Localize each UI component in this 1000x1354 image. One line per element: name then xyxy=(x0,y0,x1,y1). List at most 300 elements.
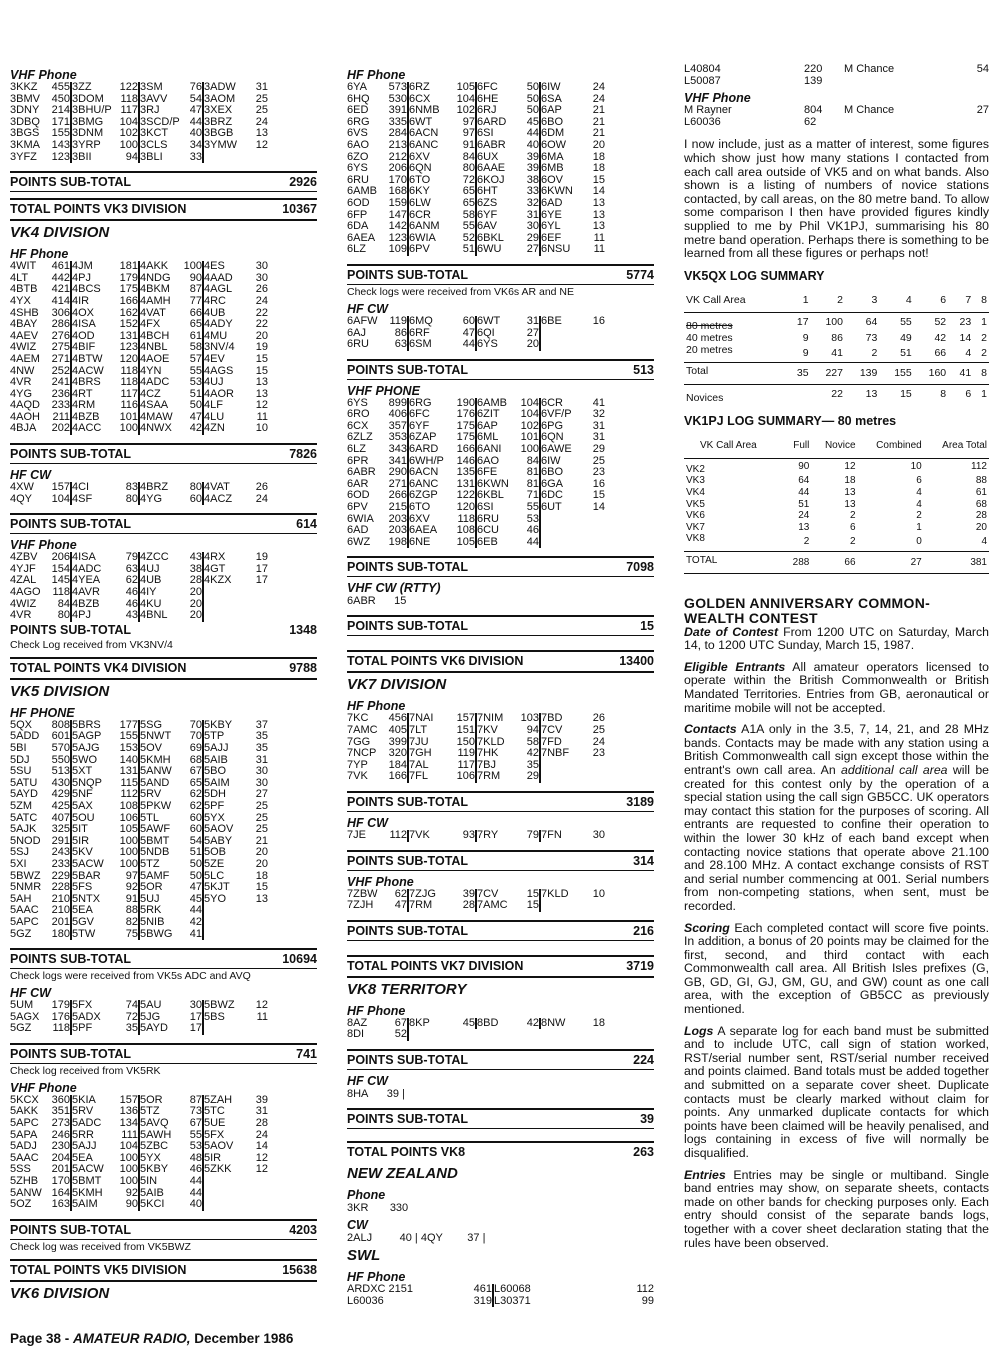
points-cell: 26 xyxy=(255,481,268,494)
callsign-cell xyxy=(540,537,581,549)
callsign-cell: 7FN xyxy=(541,828,562,841)
table-row xyxy=(347,94,605,106)
points-cell: 429 xyxy=(44,789,71,801)
points-cell: 21 xyxy=(255,834,268,847)
points-cell: 136 xyxy=(112,1106,139,1118)
callsign-cell: 6YF xyxy=(409,419,430,432)
callsign-cell: 5ABY xyxy=(204,834,233,847)
callsign-cell: 6YS xyxy=(477,338,498,351)
points-cell: 246 xyxy=(44,1130,71,1142)
points-cell: 94 xyxy=(517,725,540,737)
points-cell: 212 xyxy=(381,152,408,164)
callsign-cell: 3BMV xyxy=(10,92,40,105)
callsign-cell: 5YX xyxy=(204,811,225,824)
callsign-cell: 4KZX xyxy=(204,574,232,587)
callsign-cell xyxy=(476,1029,517,1041)
division-heading: VK4 DIVISION xyxy=(10,224,110,242)
points-cell: 72 xyxy=(112,1012,139,1024)
callsign-cell: 7BJ xyxy=(477,758,496,771)
points-cell: 146 xyxy=(449,456,476,468)
points-cell: 32 xyxy=(517,198,540,210)
callsign-cell: 6ED xyxy=(347,104,369,117)
callsign-entry: 6ABR 15 xyxy=(347,595,407,608)
callsign-cell: 4OD xyxy=(72,329,95,342)
points-cell: 27 xyxy=(255,788,268,801)
callsign-cell: 6ML xyxy=(477,431,499,444)
callsign-cell: 6RZ xyxy=(409,81,430,93)
callsign-entry: 8HA 39 | xyxy=(347,1087,405,1100)
points-cell: 40 xyxy=(517,140,540,152)
callsign-cell: 5BAR xyxy=(72,869,101,882)
points-cell: 12 xyxy=(255,999,268,1012)
callsign-cell: 6OD xyxy=(347,489,370,502)
callsign-cell: 6AP xyxy=(541,104,562,117)
table-row xyxy=(10,342,268,354)
points-cell: 20 xyxy=(592,138,605,151)
points-cell: 455 xyxy=(44,82,71,94)
callsign-cell: 6RJ xyxy=(477,104,497,117)
callsign-cell: 4YG xyxy=(10,387,33,400)
points-cell: 573 xyxy=(381,82,408,94)
callsign-cell: 6PV xyxy=(347,501,368,514)
points-cell: 175 xyxy=(449,432,476,444)
table-row xyxy=(10,755,268,767)
callsign-cell: 6FE xyxy=(477,466,498,479)
points-cell: 105 xyxy=(112,824,139,836)
points-cell: 15 xyxy=(255,352,268,365)
points-cell: 39 xyxy=(517,152,540,164)
callsign-table xyxy=(10,552,268,622)
points-cell: 266 xyxy=(381,490,408,502)
points-cell: 35 xyxy=(255,730,268,743)
callsign-cell: 3ADW xyxy=(204,81,236,93)
table-row xyxy=(347,163,605,175)
callsign-cell: 6PG xyxy=(541,419,564,432)
callsign-cell: 5NF xyxy=(72,788,93,801)
callsign-cell: 7VK xyxy=(347,770,368,783)
callsign-cell: 5BWZ xyxy=(10,869,41,882)
callsign-cell: 5KCI xyxy=(140,1198,165,1211)
callsign-cell: 4AOH xyxy=(10,410,40,423)
callsign-cell: 4LF xyxy=(204,399,223,412)
points-cell: 27 xyxy=(517,244,540,256)
table-row xyxy=(347,1029,605,1041)
callsign-cell: 5OR xyxy=(140,881,163,894)
points-cell: 39 xyxy=(255,1093,268,1106)
table-row xyxy=(10,801,268,813)
callsign-cell: 6AFW xyxy=(347,314,378,327)
division-heading: NEW ZEALAND xyxy=(347,1164,458,1182)
points-cell: 31 xyxy=(255,81,268,93)
callsign-cell: 5PF xyxy=(72,1022,93,1035)
callsign-cell: 4ZBV xyxy=(10,551,38,564)
points-cell: 335 xyxy=(381,117,408,129)
callsign-cell: 5RR xyxy=(72,1128,95,1141)
table-row: VK2 90 12 10 112 xyxy=(686,461,987,475)
points-cell: 20 xyxy=(180,610,203,622)
callsign-cell: 3YMW xyxy=(204,138,237,151)
callsign-cell: 5ZM xyxy=(10,799,32,812)
table-row xyxy=(347,128,605,140)
callsign-cell: 4ADC xyxy=(72,562,102,575)
points-cell: 44 xyxy=(449,339,476,351)
table-row xyxy=(10,1164,268,1176)
points-cell: 31 xyxy=(517,316,540,328)
callsign-cell xyxy=(203,905,244,917)
callsign-cell: 3BII xyxy=(72,150,92,163)
points-cell: 72 xyxy=(449,175,476,187)
callsign-cell: 5TZ xyxy=(140,857,160,870)
points-cell: 111 xyxy=(112,1130,139,1142)
points-cell: 230 xyxy=(44,1141,71,1153)
points-cell: 50 xyxy=(180,400,203,412)
table-row: ARDXC 2151 461 L60068 112 xyxy=(347,1282,654,1295)
callsign-cell xyxy=(203,917,244,929)
section-label: HF Phone xyxy=(347,1003,406,1018)
table-row: VK5 51 13 4 68 xyxy=(686,498,987,510)
points-cell: 24 xyxy=(592,735,605,748)
table-row xyxy=(347,889,605,901)
points-cell: 24 xyxy=(255,1128,268,1141)
points-cell: 20 xyxy=(180,599,203,611)
callsign-cell: 5TW xyxy=(72,927,96,940)
points-cell: 108 xyxy=(112,801,139,813)
callsign-cell: 5APC xyxy=(10,915,39,928)
points-cell: 70 xyxy=(180,720,203,732)
callsign-cell: 5AJJ xyxy=(204,742,229,754)
callsign-cell: 6CU xyxy=(477,524,500,537)
points-cell: 28 xyxy=(180,575,203,587)
callsign-cell: 4ISA xyxy=(72,551,96,564)
points-cell: 118 xyxy=(112,377,139,389)
callsign-cell: 5ZHB xyxy=(10,1175,39,1188)
points-cell: 134 xyxy=(112,1118,139,1130)
points-cell: 80 xyxy=(112,494,139,506)
callsign-cell: 6YL xyxy=(541,220,561,233)
callsign-cell: 6IW xyxy=(541,454,561,467)
points-cell: 44 xyxy=(180,1188,203,1200)
callsign-cell: 6ABR xyxy=(347,466,376,479)
callsign-cell xyxy=(203,1176,244,1188)
callsign-cell: 5ANW xyxy=(140,765,172,778)
points-cell: 44 xyxy=(517,537,540,549)
callsign-cell: 5AWH xyxy=(140,1128,172,1141)
points-cell: 54 xyxy=(180,836,203,848)
points-cell: 42 xyxy=(517,748,540,760)
points-cell: 25 xyxy=(255,811,268,824)
callsign-cell: 6AEA xyxy=(347,231,376,244)
callsign-cell: 5AYD xyxy=(140,1022,168,1035)
points-cell: 20 xyxy=(517,339,540,351)
callsign-cell: 5DJ xyxy=(10,753,30,766)
points-cell: 112 xyxy=(381,830,408,842)
callsign-cell: 5NDB xyxy=(140,846,170,859)
points-cell: 19 xyxy=(255,341,268,354)
callsign-cell: 6BO xyxy=(541,115,564,128)
points-cell: 62 xyxy=(180,789,203,801)
points-cell: 100 xyxy=(112,1153,139,1165)
table-row xyxy=(10,319,268,331)
callsign-cell: 6CR xyxy=(541,396,564,409)
callsign-cell: 5ANW xyxy=(10,1186,42,1199)
points-cell: 10 xyxy=(255,422,268,435)
callsign-cell: 5NWT xyxy=(140,730,172,743)
callsign-cell: 7KLD xyxy=(477,735,505,748)
points-cell: 145 xyxy=(44,575,71,587)
table-row xyxy=(10,1118,268,1130)
points-cell: 38 xyxy=(517,175,540,187)
table-row xyxy=(10,720,268,732)
points-cell: 30 xyxy=(255,776,268,789)
callsign-cell: 8DI xyxy=(347,1028,365,1041)
points-cell: 214 xyxy=(44,105,71,117)
points-cell: 360 xyxy=(44,1095,71,1107)
points-cell: 43 xyxy=(180,552,203,564)
points-cell: 320 xyxy=(381,748,408,760)
points-subtotal: POINTS SUB-TOTAL 15 xyxy=(347,615,654,636)
callsign-cell: 4RM xyxy=(72,399,96,412)
callsign-cell: 5RV xyxy=(72,1105,94,1118)
points-cell: 13 xyxy=(592,208,605,221)
callsign-cell: 5APA xyxy=(10,1128,38,1141)
callsign-cell: 7KC xyxy=(347,712,369,725)
table-row xyxy=(347,456,605,468)
points-cell xyxy=(581,760,605,772)
callsign-cell: 7CV xyxy=(477,887,499,900)
callsign-cell: 4SAA xyxy=(140,399,169,412)
points-cell: 425 xyxy=(44,801,71,813)
points-cell: 442 xyxy=(44,273,71,285)
table-row xyxy=(10,261,268,273)
vk5qx-summary-title: VK5QX LOG SUMMARY xyxy=(684,268,825,283)
callsign-cell xyxy=(540,514,581,526)
points-cell: 44 xyxy=(180,117,203,129)
callsign-cell: 6BKL xyxy=(477,231,504,244)
callsign-cell: 6AAE xyxy=(477,162,506,175)
points-cell: 157 xyxy=(44,482,71,494)
callsign-cell: 4ACZ xyxy=(204,492,233,505)
points-cell: 17 xyxy=(255,574,268,587)
points-cell: 179 xyxy=(112,273,139,285)
callsign-cell: 6SA xyxy=(541,92,562,105)
table-row xyxy=(10,610,268,622)
points-cell: 10 xyxy=(592,887,605,900)
points-cell: 456 xyxy=(381,713,408,725)
table-row xyxy=(10,1141,268,1153)
callsign-cell xyxy=(540,1029,581,1041)
points-cell: 118 xyxy=(44,587,71,599)
table-row xyxy=(10,494,268,506)
points-cell: 100 xyxy=(180,261,203,273)
table-row: VK3 64 18 6 88 xyxy=(686,475,987,487)
callsign-cell: 5SS xyxy=(10,1163,31,1176)
table-row xyxy=(10,423,268,435)
points-cell: 271 xyxy=(381,479,408,491)
callsign-table xyxy=(10,1095,268,1211)
points-cell: 12 xyxy=(255,399,268,412)
points-cell: 47 xyxy=(449,328,476,340)
points-cell: 67 xyxy=(180,766,203,778)
points-cell: 24 xyxy=(255,115,268,128)
points-cell xyxy=(244,917,268,929)
callsign-cell: 4RC xyxy=(204,294,227,307)
callsign-cell: 5KBY xyxy=(140,1163,169,1176)
table-row: L60036 62 xyxy=(684,115,817,128)
section-label: Phone xyxy=(347,1187,386,1202)
table-row xyxy=(10,412,268,424)
callsign-cell: 4AOR xyxy=(204,387,234,400)
points-cell: 25 xyxy=(592,454,605,467)
points-cell: 104 xyxy=(112,117,139,129)
callsign-cell: 6WZ xyxy=(347,535,371,548)
points-cell: 204 xyxy=(44,1153,71,1165)
table-row xyxy=(10,1012,268,1024)
callsign-cell: 5AIM xyxy=(72,1198,98,1211)
points-cell: 73 xyxy=(180,1106,203,1118)
callsign-cell: 4BCS xyxy=(72,283,101,296)
points-cell: 120 xyxy=(449,502,476,514)
callsign-cell: 6LW xyxy=(409,196,431,209)
section-label: VHF Phone xyxy=(684,91,751,106)
callsign-cell: 5AND xyxy=(140,776,170,789)
points-cell: 12 xyxy=(255,1151,268,1164)
points-cell: 513 xyxy=(44,766,71,778)
callsign-cell: 5SU xyxy=(10,765,32,778)
callsign-cell: 5NTX xyxy=(72,892,101,905)
points-cell: 44 xyxy=(180,1176,203,1188)
callsign-cell: 6AO xyxy=(477,454,500,467)
points-cell: 91 xyxy=(449,140,476,152)
points-cell: 22 xyxy=(255,306,268,319)
points-cell: 42 xyxy=(517,1018,540,1030)
points-cell: 15 xyxy=(255,881,268,894)
points-cell: 30 xyxy=(255,260,268,273)
callsign-cell: 4BZB xyxy=(72,597,100,610)
points-cell: 177 xyxy=(112,720,139,732)
points-cell: 44 xyxy=(180,905,203,917)
callsign-cell: 5OZ xyxy=(10,1198,32,1211)
table-row xyxy=(10,377,268,389)
callsign-cell: 6AD xyxy=(541,196,563,209)
callsign-cell: 5ACW xyxy=(72,857,104,870)
points-cell: 21 xyxy=(592,115,605,128)
points-cell: 17 xyxy=(255,562,268,575)
check-log-note: Check log received from VK5RK xyxy=(10,1064,161,1077)
points-cell: 153 xyxy=(112,743,139,755)
points-cell: 41 xyxy=(592,396,605,409)
page-footer: Page 38 - AMATEUR RADIO, December 1986 xyxy=(10,1331,294,1346)
points-cell: 109 xyxy=(381,244,408,256)
points-cell: 62 xyxy=(180,801,203,813)
points-cell: 120 xyxy=(112,354,139,366)
check-log-note: Check log was received from VK5BWZ xyxy=(10,1240,191,1253)
table-row: 20 metres 9 41 2 51 66 4 2 xyxy=(684,345,989,363)
points-cell: 157 xyxy=(449,713,476,725)
points-cell: 351 xyxy=(44,1106,71,1118)
callsign-cell: 6NE xyxy=(409,535,431,548)
points-cell: 51 xyxy=(180,389,203,401)
points-cell: 53 xyxy=(517,514,540,526)
table-row: M Rayner 804 M Chance 27 xyxy=(684,104,989,117)
table-row xyxy=(10,400,268,412)
callsign-cell: 3AOM xyxy=(204,92,236,105)
callsign-cell: 4ADC xyxy=(140,376,170,389)
callsign-cell xyxy=(540,339,581,351)
callsign-cell xyxy=(203,1188,244,1200)
points-cell: 15 xyxy=(592,489,605,502)
callsign-cell: 5UM xyxy=(10,999,34,1012)
callsign-cell: 4ACC xyxy=(72,422,102,435)
callsign-cell: 6VF/P xyxy=(541,408,572,421)
callsign-table xyxy=(347,398,605,549)
points-cell: 45 xyxy=(517,117,540,129)
table-row xyxy=(347,221,605,233)
callsign-cell: 5AJK xyxy=(10,823,37,836)
points-cell: 215 xyxy=(381,502,408,514)
callsign-cell: 6RF xyxy=(409,326,430,339)
points-cell: 164 xyxy=(44,1188,71,1200)
table-row xyxy=(10,82,268,94)
callsign-table xyxy=(347,713,605,783)
callsign-cell xyxy=(540,525,581,537)
points-cell: 88 xyxy=(112,905,139,917)
points-cell: 550 xyxy=(44,755,71,767)
callsign-cell: 3SCD/P xyxy=(140,115,180,128)
points-cell xyxy=(581,900,605,912)
callsign-cell: 5FS xyxy=(72,881,93,894)
table-row xyxy=(347,186,605,198)
callsign-cell: 4AOE xyxy=(140,352,170,365)
callsign-cell: 4RX xyxy=(204,551,226,564)
callsign-cell: 5XI xyxy=(10,857,27,870)
callsign-cell: 5OU xyxy=(72,811,95,824)
points-cell: 65 xyxy=(449,198,476,210)
points-cell: 47 xyxy=(180,105,203,117)
callsign-cell: 6AP xyxy=(477,419,498,432)
callsign-cell: 6AD xyxy=(347,524,369,537)
callsign-cell: 6KBL xyxy=(477,489,504,502)
callsign-cell: 4NBL xyxy=(140,341,168,354)
table-row xyxy=(10,824,268,836)
points-cell: 12 xyxy=(255,1163,268,1176)
callsign-cell: 5IT xyxy=(72,823,88,836)
points-cell: 20 xyxy=(180,587,203,599)
points-cell: 50 xyxy=(517,82,540,94)
points-cell: 45 xyxy=(449,1018,476,1030)
total-points: TOTAL POINTS VK4 DIVISION 9788 xyxy=(10,657,317,680)
points-cell: 104 xyxy=(449,94,476,106)
callsign-cell: 5BMT xyxy=(140,834,170,847)
points-cell: 46 xyxy=(112,599,139,611)
callsign-cell: 5FX xyxy=(72,999,93,1012)
points-cell: 13 xyxy=(255,376,268,389)
table-row xyxy=(347,537,605,549)
section-label: VHF Phone xyxy=(347,874,414,889)
points-cell: 142 xyxy=(381,221,408,233)
callsign-cell: 7FL xyxy=(409,770,428,783)
callsign-cell: 5AIB xyxy=(140,1186,164,1199)
points-cell: 181 xyxy=(112,261,139,273)
points-cell: 30 xyxy=(592,828,605,841)
points-cell xyxy=(244,1023,268,1035)
table-row xyxy=(10,789,268,801)
callsign-cell: 4AVR xyxy=(72,586,100,599)
callsign-cell: 5TC xyxy=(204,1105,225,1118)
points-cell: 69 xyxy=(180,743,203,755)
callsign-cell: 3ZZ xyxy=(72,81,92,93)
points-cell xyxy=(244,152,268,164)
callsign-table xyxy=(10,720,268,940)
